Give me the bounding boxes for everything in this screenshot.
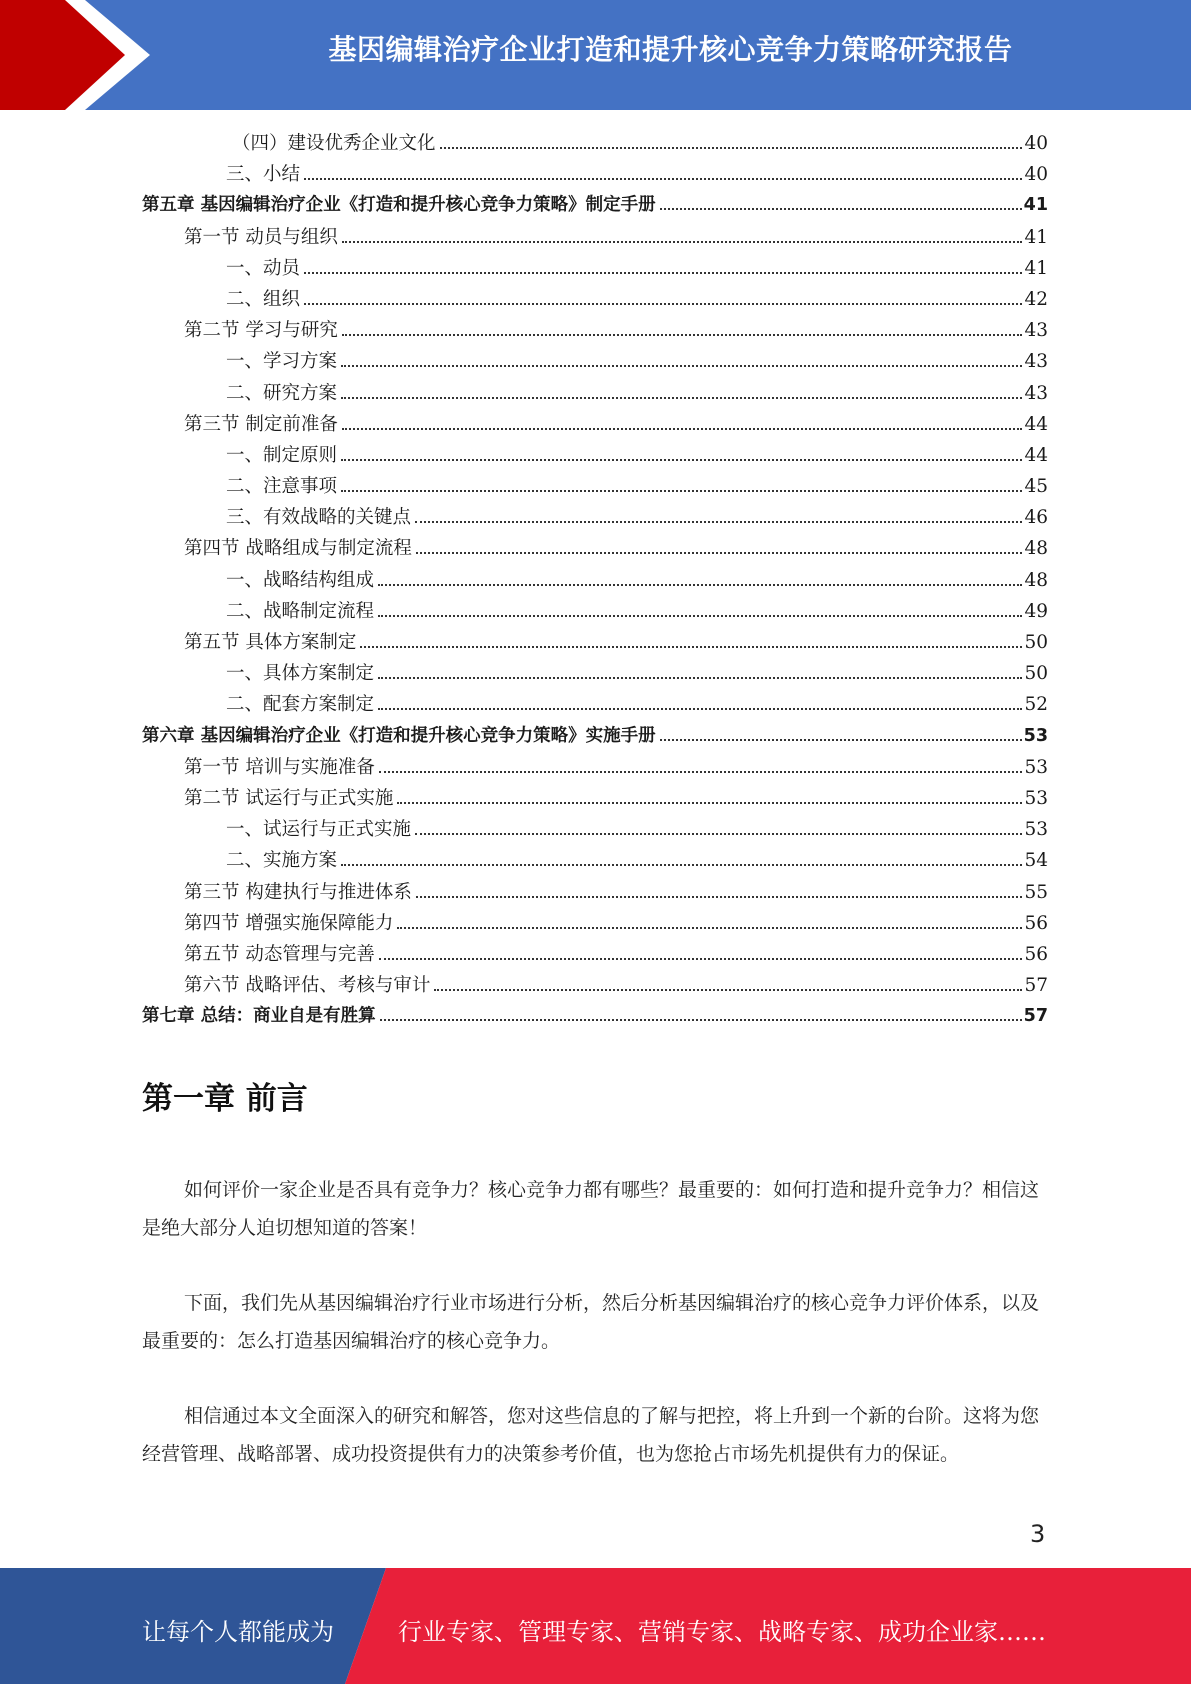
toc-page-number: 53 [1024,756,1048,778]
toc-entry[interactable] [142,128,1048,159]
toc-dot-leader [416,552,1023,554]
toc-entry-title: 一、制定原则 [226,444,338,466]
report-title: 基因编辑治疗企业打造和提升核心竞争力策略研究报告 [328,33,1013,66]
toc-dot-leader [378,708,1022,710]
toc-page-number: 57 [1023,1006,1048,1027]
toc-entry-title: 一、动员 [226,257,301,279]
toc-entry-title: 二、研究方案 [226,382,338,404]
toc-entry[interactable] [142,596,1048,627]
toc-entry[interactable] [142,440,1048,471]
toc-dot-leader [415,521,1022,523]
toc-entry-title: （四）建设优秀企业文化 [232,133,436,154]
toc-page-number: 50 [1024,663,1048,685]
toc-entry-title: 第一节 培训与实施准备 [184,756,375,778]
toc-page-number: 46 [1024,507,1048,529]
toc-entry-title: 三、有效战略的关键点 [226,507,412,529]
toc-entry[interactable] [142,471,1048,502]
toc-page-number: 45 [1024,476,1048,498]
toc-dot-leader [341,397,1022,399]
toc-entry[interactable] [142,939,1048,970]
toc-entry-title: 第二节 学习与研究 [184,320,338,342]
toc-page-number: 52 [1024,694,1048,716]
toc-page-number: 41 [1024,226,1048,248]
toc-page-number: 50 [1024,632,1048,653]
toc-entry[interactable] [142,222,1048,253]
footer-banner [0,1568,1191,1684]
toc-entry-title: 二、配套方案制定 [226,694,375,716]
toc-dot-leader [341,365,1022,367]
toc-entry-title: 二、战略制定流程 [226,600,375,622]
toc-page-number: 43 [1024,320,1048,342]
toc-entry[interactable] [142,814,1048,845]
toc-entry[interactable] [142,752,1048,783]
toc-entry-title: 第五章 基因编辑治疗企业《打造和提升核心竞争力策略》制定手册 [142,195,656,216]
toc-entry-title: 一、具体方案制定 [226,663,375,685]
toc-dot-leader [342,428,1023,430]
footer-slogan-left: 让每个人都能成为 [142,1618,334,1646]
toc-entry-title: 第二节 试运行与正式实施 [184,787,394,809]
toc-entry[interactable] [142,565,1048,596]
toc-entry-title: 二、注意事项 [226,476,338,498]
toc-dot-leader [304,178,1022,180]
toc-dot-leader [660,208,1022,210]
toc-entry[interactable] [142,159,1048,190]
toc-dot-leader [304,272,1022,274]
toc-entry[interactable] [142,284,1048,315]
toc-entry[interactable] [142,845,1048,876]
toc-dot-leader [342,334,1023,336]
toc-entry-title: 第一节 动员与组织 [184,226,338,248]
toc-dot-leader [341,864,1022,866]
toc-entry[interactable] [142,409,1048,440]
toc-page-number: 57 [1024,975,1048,997]
toc-entry[interactable] [142,908,1048,939]
toc-page-number: 53 [1024,819,1048,841]
toc-page-number: 53 [1024,787,1048,809]
toc-dot-leader [416,896,1023,898]
toc-dot-leader [380,1019,1022,1021]
toc-entry[interactable] [142,877,1048,908]
toc-page-number: 43 [1024,351,1048,373]
toc-page-number: 44 [1024,444,1048,466]
toc-dot-leader [397,802,1022,804]
toc-entry-title: 第四节 战略组成与制定流程 [184,538,412,560]
toc-dot-leader [378,615,1022,617]
toc-dot-leader [341,459,1022,461]
toc-entry[interactable] [142,689,1048,720]
toc-entry-title: 第五节 具体方案制定 [184,632,357,653]
toc-entry-title: 一、学习方案 [226,351,338,373]
toc-dot-leader [415,833,1022,835]
toc-entry[interactable] [142,533,1048,564]
toc-dot-leader [434,989,1022,991]
toc-page-number: 56 [1024,912,1048,934]
toc-entry[interactable] [142,721,1048,752]
toc-page-number: 43 [1024,382,1048,404]
toc-entry[interactable] [142,1001,1048,1032]
toc-entry-title: 一、试运行与正式实施 [226,819,412,841]
toc-dot-leader [660,739,1022,741]
toc-page-number: 55 [1024,881,1048,903]
toc-page-number: 49 [1024,600,1048,622]
toc-entry-title: 二、实施方案 [226,850,338,872]
toc-entry[interactable] [142,378,1048,409]
toc-entry[interactable] [142,970,1048,1001]
toc-entry-title: 三、小结 [226,164,301,186]
intro-paragraph-1: 如何评价一家企业是否具有竞争力？核心竞争力都有哪些？最重要的：如何打造和提升竞争力？相信这是绝大部分人迫切想知道的答案！ [142,1179,1040,1239]
header-banner [0,0,1191,110]
toc-dot-leader [379,958,1023,960]
toc-page-number: 42 [1024,288,1048,310]
toc-page-number: 41 [1023,195,1048,216]
toc-page-number: 41 [1024,257,1048,279]
toc-entry[interactable] [142,190,1048,221]
toc-page-number: 53 [1023,725,1048,746]
page-number: 3 [1030,1520,1046,1548]
toc-entry[interactable] [142,346,1048,377]
toc-entry[interactable] [142,502,1048,533]
table-of-contents [142,128,1048,1032]
chapter-heading: 第一章 前言 [142,1081,308,1117]
toc-entry[interactable] [142,783,1048,814]
toc-dot-leader [304,303,1022,305]
toc-page-number: 48 [1024,569,1048,591]
toc-entry-title: 一、战略结构组成 [226,569,375,591]
toc-dot-leader [341,490,1022,492]
toc-entry-title: 第六节 战略评估、考核与审计 [184,975,431,997]
intro-paragraph-3: 相信通过本文全面深入的研究和解答，您对这些信息的了解与把控，将上升到一个新的台阶。这将为您经营管理、战略部署、成功投资提供有力的决策参考价值，也为您抢占市场先机提供有力的保证。 [142,1405,1040,1465]
toc-page-number: 40 [1024,164,1048,186]
toc-entry[interactable] [142,315,1048,346]
toc-entry-title: 第六章 基因编辑治疗企业《打造和提升核心竞争力策略》实施手册 [142,725,656,746]
toc-dot-leader [397,927,1022,929]
toc-entry[interactable] [142,253,1048,284]
toc-entry-title: 第七章 总结：商业自是有胜算 [142,1006,376,1027]
toc-dot-leader [378,677,1022,679]
toc-dot-leader [440,147,1023,149]
toc-entry-title: 第五节 动态管理与完善 [184,943,375,965]
footer-slogan-right: 行业专家、管理专家、营销专家、战略专家、成功企业家…… [398,1618,1046,1646]
toc-page-number: 40 [1024,133,1048,154]
toc-page-number: 48 [1024,538,1048,560]
toc-entry-title: 二、组织 [226,288,301,310]
toc-page-number: 44 [1024,413,1048,435]
toc-entry-title: 第三节 制定前准备 [184,413,338,435]
toc-page-number: 56 [1024,943,1048,965]
toc-entry-title: 第三节 构建执行与推进体系 [184,881,412,903]
toc-dot-leader [360,646,1022,648]
toc-page-number: 54 [1024,850,1048,872]
toc-dot-leader [379,771,1023,773]
toc-entry[interactable] [142,627,1048,658]
intro-paragraph-2: 下面，我们先从基因编辑治疗行业市场进行分析，然后分析基因编辑治疗的核心竞争力评价体系，以及最重要的：怎么打造基因编辑治疗的核心竞争力。 [142,1292,1040,1352]
toc-entry-title: 第四节 增强实施保障能力 [184,912,394,934]
toc-dot-leader [342,241,1023,243]
toc-entry[interactable] [142,658,1048,689]
toc-dot-leader [378,584,1022,586]
